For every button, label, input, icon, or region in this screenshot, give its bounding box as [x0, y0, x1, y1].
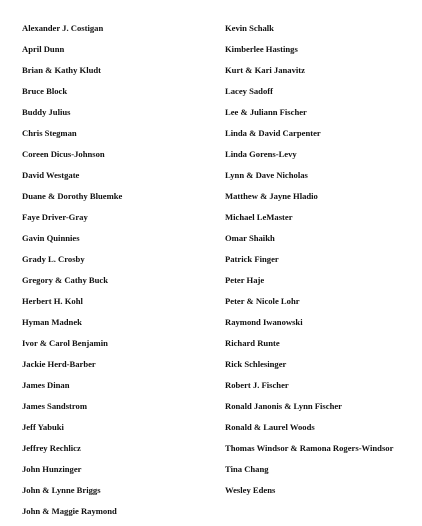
name-entry: Gavin Quinnies	[22, 233, 80, 243]
name-entry: Ivor & Carol Benjamin	[22, 338, 108, 348]
name-entry: Herbert H. Kohl	[22, 296, 83, 306]
name-entry: Duane & Dorothy Bluemke	[22, 191, 123, 201]
name-entry: Coreen Dicus-Johnson	[22, 149, 105, 159]
name-entry: Peter Haje	[225, 275, 265, 285]
name-entry: Kurt & Kari Janavitz	[225, 65, 305, 75]
name-entry: Peter & Nicole Lohr	[225, 296, 300, 306]
name-entry: Omar Shaikh	[225, 233, 275, 243]
name-entry: Lee & Juliann Fischer	[225, 107, 307, 117]
name-entry: Michael LeMaster	[225, 212, 293, 222]
name-entry: Tina Chang	[225, 464, 269, 474]
name-entry: Brian & Kathy Kludt	[22, 65, 102, 75]
name-entry: Raymond Iwanowski	[225, 317, 303, 327]
name-entry: Wesley Edens	[225, 485, 276, 495]
name-entry: Patrick Finger	[225, 254, 279, 264]
name-entry: John & Lynne Briggs	[22, 485, 101, 495]
name-entry: Buddy Julius	[22, 107, 71, 117]
name-entry: Jeff Yabuki	[22, 422, 64, 432]
name-entry: April Dunn	[22, 44, 65, 54]
name-entry: Jackie Herd-Barber	[22, 359, 96, 369]
name-entry: Grady L. Crosby	[22, 254, 85, 264]
name-entry: Thomas Windsor & Ramona Rogers-Windsor	[225, 443, 394, 453]
name-entry: John Hunzinger	[22, 464, 82, 474]
names-column-right	[225, 22, 420, 505]
name-entry: Kimberlee Hastings	[225, 44, 298, 54]
name-entry: Robert J. Fischer	[225, 380, 289, 390]
name-entry: Ronald & Laurel Woods	[225, 422, 315, 432]
name-entry: Rick Schlesinger	[225, 359, 287, 369]
name-entry: Bruce Block	[22, 86, 68, 96]
name-entry: James Sandstrom	[22, 401, 88, 411]
name-entry: Alexander J. Costigan	[22, 23, 104, 33]
name-entry: David Westgate	[22, 170, 80, 180]
name-entry: Jeffrey Rechlicz	[22, 443, 81, 453]
name-entry: Richard Runte	[225, 338, 280, 348]
name-entry: Ronald Janonis & Lynn Fischer	[225, 401, 342, 411]
name-entry: Kevin Schalk	[225, 23, 274, 33]
names-column-left	[22, 22, 212, 526]
name-entry: Chris Stegman	[22, 128, 77, 138]
name-entry: James Dinan	[22, 380, 70, 390]
name-entry: Gregory & Cathy Buck	[22, 275, 109, 285]
name-entry: Linda Gorens-Levy	[225, 149, 297, 159]
name-entry: Matthew & Jayne Hladio	[225, 191, 318, 201]
name-entry: Lynn & Dave Nicholas	[225, 170, 308, 180]
name-entry: Linda & David Carpenter	[225, 128, 321, 138]
name-entry: John & Maggie Raymond	[22, 506, 117, 516]
name-entry: Hyman Madnek	[22, 317, 82, 327]
name-entry: Lacey Sadoff	[225, 86, 273, 96]
name-entry: Faye Driver-Gray	[22, 212, 88, 222]
